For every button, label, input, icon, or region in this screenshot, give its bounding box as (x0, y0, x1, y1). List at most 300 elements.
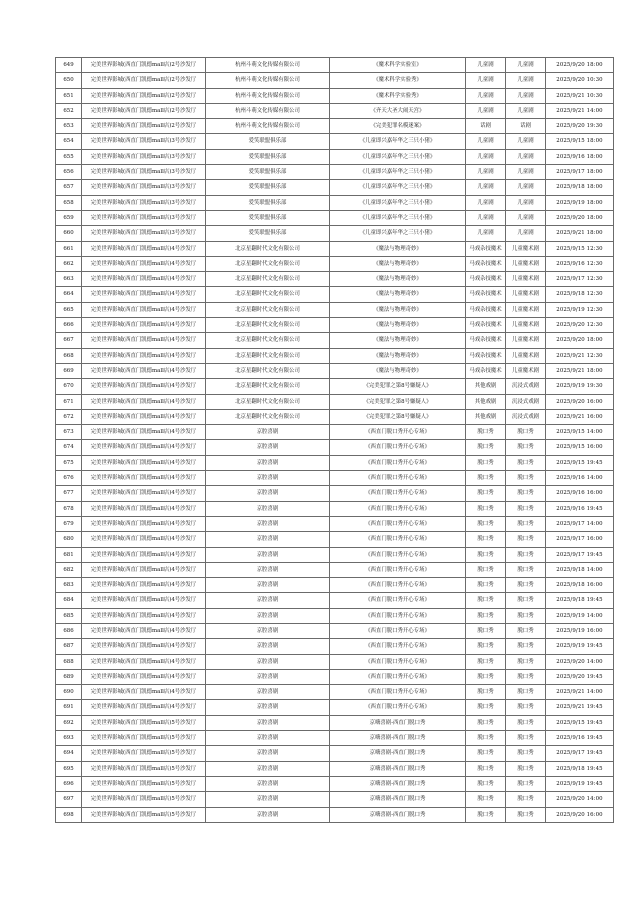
showtime-cell: 2025/9/21 18:00 (546, 363, 614, 378)
table-row (56, 578, 614, 593)
venue-cell: 完美世界影城(西直门凯德mall店)4号沙发厅 (82, 486, 206, 501)
row-number-cell: 653 (56, 119, 82, 134)
venue-cell: 完美世界影城(西直门凯德mall店)3号沙发厅 (82, 180, 206, 195)
showtime-cell: 2025/9/17 19:45 (546, 746, 614, 761)
category-cell: 话剧 (466, 119, 506, 134)
performance-title-cell: 《儿童即兴嘉年华之三只小猪》 (330, 165, 466, 180)
organizer-cell: 京腔喜剧 (206, 440, 330, 455)
showtime-cell: 2025/9/21 14:00 (546, 685, 614, 700)
organizer-cell: 北京星翻时代文化有限公司 (206, 287, 330, 302)
row-number-cell: 682 (56, 562, 82, 577)
venue-cell: 完美世界影城(西直门凯德mall店)3号沙发厅 (82, 165, 206, 180)
category-cell: 脱口秀 (466, 455, 506, 470)
organizer-cell: 杭州斗萌文化传媒有限公司 (206, 58, 330, 73)
subcategory-cell: 沉浸式戏剧 (506, 409, 546, 424)
showtime-cell: 2025/9/18 19:45 (546, 761, 614, 776)
category-cell: 脱口秀 (466, 746, 506, 761)
table-row (56, 379, 614, 394)
showtime-cell: 2025/9/21 14:00 (546, 103, 614, 118)
table-row (56, 134, 614, 149)
venue-cell: 完美世界影城(西直门凯德mall店)4号沙发厅 (82, 654, 206, 669)
showtime-cell: 2025/9/20 14:00 (546, 792, 614, 807)
showtime-cell: 2025/9/18 16:00 (546, 578, 614, 593)
category-cell: 马戏杂技魔术 (466, 272, 506, 287)
category-cell: 儿童剧 (466, 226, 506, 241)
showtime-cell: 2025/9/15 18:00 (546, 134, 614, 149)
subcategory-cell: 儿童剧 (506, 165, 546, 180)
organizer-cell: 京腔喜剧 (206, 639, 330, 654)
performance-title-cell: 《西直门脱口秀开心专场》 (330, 486, 466, 501)
subcategory-cell: 脱口秀 (506, 731, 546, 746)
performance-title-cell: 《西直门脱口秀开心专场》 (330, 471, 466, 486)
table-row (56, 165, 614, 180)
venue-cell: 完美世界影城(西直门凯德mall店)5号沙发厅 (82, 715, 206, 730)
showtime-cell: 2025/9/15 12:30 (546, 241, 614, 256)
subcategory-cell: 脱口秀 (506, 501, 546, 516)
category-cell: 脱口秀 (466, 532, 506, 547)
subcategory-cell: 脱口秀 (506, 425, 546, 440)
row-number-cell: 660 (56, 226, 82, 241)
performance-title-cell: 《西直门脱口秀开心专场》 (330, 562, 466, 577)
category-cell: 儿童剧 (466, 88, 506, 103)
table-row (56, 348, 614, 363)
table-row (56, 318, 614, 333)
category-cell: 脱口秀 (466, 761, 506, 776)
venue-cell: 完美世界影城(西直门凯德mall店)4号沙发厅 (82, 425, 206, 440)
venue-cell: 完美世界影城(西直门凯德mall店)5号沙发厅 (82, 731, 206, 746)
showtime-cell: 2025/9/17 16:00 (546, 532, 614, 547)
performance-title-cell: 《西直门脱口秀开心专场》 (330, 532, 466, 547)
category-cell: 脱口秀 (466, 471, 506, 486)
venue-cell: 完美世界影城(西直门凯德mall店)5号沙发厅 (82, 746, 206, 761)
performance-title-cell: 《西直门脱口秀开心专场》 (330, 654, 466, 669)
row-number-cell: 651 (56, 88, 82, 103)
category-cell: 儿童剧 (466, 210, 506, 225)
performance-title-cell: 《魔法与物理奇妙》 (330, 272, 466, 287)
subcategory-cell: 脱口秀 (506, 761, 546, 776)
performance-title-cell: 《西直门脱口秀开心专场》 (330, 425, 466, 440)
organizer-cell: 京腔喜剧 (206, 746, 330, 761)
table-row (56, 669, 614, 684)
table-row (56, 501, 614, 516)
venue-cell: 完美世界影城(西直门凯德mall店)3号沙发厅 (82, 195, 206, 210)
venue-cell: 完美世界影城(西直门凯德mall店)2号沙发厅 (82, 73, 206, 88)
subcategory-cell: 儿童魔术剧 (506, 333, 546, 348)
subcategory-cell: 儿童剧 (506, 195, 546, 210)
organizer-cell: 爱笑联盟俱乐部 (206, 226, 330, 241)
category-cell: 脱口秀 (466, 593, 506, 608)
showtime-cell: 2025/9/16 19:45 (546, 731, 614, 746)
performance-title-cell: 《儿童即兴嘉年华之三只小猪》 (330, 149, 466, 164)
showtime-cell: 2025/9/16 12:30 (546, 256, 614, 271)
row-number-cell: 652 (56, 103, 82, 118)
subcategory-cell: 儿童剧 (506, 88, 546, 103)
performance-title-cell: 《西直门脱口秀开心专场》 (330, 440, 466, 455)
subcategory-cell: 沉浸式戏剧 (506, 394, 546, 409)
table-row (56, 226, 614, 241)
organizer-cell: 京腔喜剧 (206, 731, 330, 746)
category-cell: 儿童剧 (466, 165, 506, 180)
subcategory-cell: 儿童魔术剧 (506, 363, 546, 378)
venue-cell: 完美世界影城(西直门凯德mall店)4号沙发厅 (82, 608, 206, 623)
table-row (56, 149, 614, 164)
showtime-cell: 2025/9/20 10:30 (546, 73, 614, 88)
subcategory-cell: 脱口秀 (506, 792, 546, 807)
showtime-cell: 2025/9/19 19:45 (546, 776, 614, 791)
venue-cell: 完美世界影城(西直门凯德mall店)2号沙发厅 (82, 88, 206, 103)
subcategory-cell: 脱口秀 (506, 562, 546, 577)
table-row (56, 363, 614, 378)
row-number-cell: 696 (56, 776, 82, 791)
showtime-cell: 2025/9/19 16:00 (546, 623, 614, 638)
organizer-cell: 北京星翻时代文化有限公司 (206, 318, 330, 333)
row-number-cell: 694 (56, 746, 82, 761)
table-row (56, 58, 614, 73)
table-row (56, 547, 614, 562)
table-row (56, 746, 614, 761)
showtime-cell: 2025/9/18 18:00 (546, 180, 614, 195)
category-cell: 脱口秀 (466, 608, 506, 623)
performance-title-cell: 《魔法与物理奇妙》 (330, 363, 466, 378)
category-cell: 脱口秀 (466, 685, 506, 700)
showtime-cell: 2025/9/17 14:00 (546, 516, 614, 531)
table-row (56, 516, 614, 531)
performance-title-cell: 京嗨喜剧-西直门脱口秀 (330, 761, 466, 776)
category-cell: 儿童剧 (466, 180, 506, 195)
table-row (56, 440, 614, 455)
table-row (56, 333, 614, 348)
table-row (56, 103, 614, 118)
organizer-cell: 爱笑联盟俱乐部 (206, 149, 330, 164)
organizer-cell: 北京星翻时代文化有限公司 (206, 363, 330, 378)
showtime-cell: 2025/9/19 19:45 (546, 639, 614, 654)
venue-cell: 完美世界影城(西直门凯德mall店)4号沙发厅 (82, 256, 206, 271)
category-cell: 脱口秀 (466, 562, 506, 577)
venue-cell: 完美世界影城(西直门凯德mall店)4号沙发厅 (82, 532, 206, 547)
subcategory-cell: 脱口秀 (506, 746, 546, 761)
venue-cell: 完美世界影城(西直门凯德mall店)4号沙发厅 (82, 669, 206, 684)
subcategory-cell: 脱口秀 (506, 547, 546, 562)
showtime-cell: 2025/9/21 16:00 (546, 409, 614, 424)
row-number-cell: 665 (56, 302, 82, 317)
table-row (56, 180, 614, 195)
organizer-cell: 杭州斗萌文化传媒有限公司 (206, 73, 330, 88)
row-number-cell: 692 (56, 715, 82, 730)
showtime-cell: 2025/9/20 19:45 (546, 669, 614, 684)
category-cell: 儿童剧 (466, 195, 506, 210)
venue-cell: 完美世界影城(西直门凯德mall店)4号沙发厅 (82, 623, 206, 638)
row-number-cell: 669 (56, 363, 82, 378)
organizer-cell: 京腔喜剧 (206, 792, 330, 807)
performance-title-cell: 《西直门脱口秀开心专场》 (330, 455, 466, 470)
table-row (56, 210, 614, 225)
organizer-cell: 爱笑联盟俱乐部 (206, 134, 330, 149)
showtime-cell: 2025/9/20 18:00 (546, 333, 614, 348)
organizer-cell: 杭州斗萌文化传媒有限公司 (206, 88, 330, 103)
venue-cell: 完美世界影城(西直门凯德mall店)4号沙发厅 (82, 440, 206, 455)
row-number-cell: 684 (56, 593, 82, 608)
venue-cell: 完美世界影城(西直门凯德mall店)5号沙发厅 (82, 792, 206, 807)
venue-cell: 完美世界影城(西直门凯德mall店)4号沙发厅 (82, 272, 206, 287)
row-number-cell: 691 (56, 700, 82, 715)
table-row (56, 195, 614, 210)
organizer-cell: 杭州斗萌文化传媒有限公司 (206, 119, 330, 134)
row-number-cell: 697 (56, 792, 82, 807)
organizer-cell: 京腔喜剧 (206, 761, 330, 776)
performance-title-cell: 《魔法与物理奇妙》 (330, 348, 466, 363)
showtime-cell: 2025/9/17 12:30 (546, 272, 614, 287)
venue-cell: 完美世界影城(西直门凯德mall店)4号沙发厅 (82, 348, 206, 363)
subcategory-cell: 儿童剧 (506, 226, 546, 241)
row-number-cell: 654 (56, 134, 82, 149)
organizer-cell: 京腔喜剧 (206, 578, 330, 593)
table-row (56, 608, 614, 623)
performance-title-cell: 《魔法与物理奇妙》 (330, 241, 466, 256)
table-row (56, 623, 614, 638)
table-row (56, 302, 614, 317)
showtime-cell: 2025/9/20 16:00 (546, 394, 614, 409)
category-cell: 脱口秀 (466, 623, 506, 638)
venue-cell: 完美世界影城(西直门凯德mall店)2号沙发厅 (82, 58, 206, 73)
subcategory-cell: 儿童剧 (506, 134, 546, 149)
category-cell: 脱口秀 (466, 669, 506, 684)
venue-cell: 完美世界影城(西直门凯德mall店)5号沙发厅 (82, 761, 206, 776)
category-cell: 脱口秀 (466, 486, 506, 501)
row-number-cell: 677 (56, 486, 82, 501)
performance-title-cell: 京嗨喜剧-西直门脱口秀 (330, 776, 466, 791)
organizer-cell: 爱笑联盟俱乐部 (206, 165, 330, 180)
showtime-cell: 2025/9/20 12:30 (546, 318, 614, 333)
organizer-cell: 京腔喜剧 (206, 807, 330, 822)
table-row (56, 241, 614, 256)
venue-cell: 完美世界影城(西直门凯德mall店)4号沙发厅 (82, 700, 206, 715)
showtime-cell: 2025/9/20 14:00 (546, 654, 614, 669)
category-cell: 脱口秀 (466, 792, 506, 807)
organizer-cell: 京腔喜剧 (206, 516, 330, 531)
showtime-cell: 2025/9/20 18:00 (546, 58, 614, 73)
row-number-cell: 656 (56, 165, 82, 180)
organizer-cell: 北京星翻时代文化有限公司 (206, 409, 330, 424)
performance-title-cell: 《儿童即兴嘉年华之三只小猪》 (330, 195, 466, 210)
table-row (56, 807, 614, 822)
subcategory-cell: 脱口秀 (506, 593, 546, 608)
organizer-cell: 京腔喜剧 (206, 700, 330, 715)
subcategory-cell: 脱口秀 (506, 669, 546, 684)
row-number-cell: 663 (56, 272, 82, 287)
category-cell: 脱口秀 (466, 715, 506, 730)
table-row (56, 455, 614, 470)
organizer-cell: 京腔喜剧 (206, 562, 330, 577)
venue-cell: 完美世界影城(西直门凯德mall店)4号沙发厅 (82, 501, 206, 516)
subcategory-cell: 儿童魔术剧 (506, 302, 546, 317)
performance-title-cell: 京嗨喜剧-西直门脱口秀 (330, 792, 466, 807)
row-number-cell: 680 (56, 532, 82, 547)
subcategory-cell: 儿童魔术剧 (506, 287, 546, 302)
category-cell: 脱口秀 (466, 731, 506, 746)
category-cell: 儿童剧 (466, 103, 506, 118)
organizer-cell: 杭州斗萌文化传媒有限公司 (206, 103, 330, 118)
row-number-cell: 670 (56, 379, 82, 394)
table-row (56, 272, 614, 287)
performance-title-cell: 《完美犯罪名模迷案》 (330, 119, 466, 134)
venue-cell: 完美世界影城(西直门凯德mall店)4号沙发厅 (82, 547, 206, 562)
subcategory-cell: 脱口秀 (506, 776, 546, 791)
subcategory-cell: 脱口秀 (506, 608, 546, 623)
performance-title-cell: 《儿童即兴嘉年华之三只小猪》 (330, 134, 466, 149)
organizer-cell: 北京星翻时代文化有限公司 (206, 272, 330, 287)
table-row (56, 761, 614, 776)
subcategory-cell: 脱口秀 (506, 578, 546, 593)
performance-title-cell: 《魔术科学实验室》 (330, 58, 466, 73)
organizer-cell: 京腔喜剧 (206, 547, 330, 562)
organizer-cell: 京腔喜剧 (206, 776, 330, 791)
subcategory-cell: 脱口秀 (506, 486, 546, 501)
showtime-cell: 2025/9/15 14:00 (546, 425, 614, 440)
performance-title-cell: 《西直门脱口秀开心专场》 (330, 669, 466, 684)
row-number-cell: 693 (56, 731, 82, 746)
performance-title-cell: 《完美犯罪之第8号嫌疑人》 (330, 409, 466, 424)
venue-cell: 完美世界影城(西直门凯德mall店)5号沙发厅 (82, 807, 206, 822)
subcategory-cell: 脱口秀 (506, 654, 546, 669)
row-number-cell: 676 (56, 471, 82, 486)
performance-title-cell: 《西直门脱口秀开心专场》 (330, 593, 466, 608)
showtime-cell: 2025/9/20 18:00 (546, 210, 614, 225)
venue-cell: 完美世界影城(西直门凯德mall店)4号沙发厅 (82, 241, 206, 256)
venue-cell: 完美世界影城(西直门凯德mall店)4号沙发厅 (82, 593, 206, 608)
row-number-cell: 662 (56, 256, 82, 271)
performance-title-cell: 京嗨喜剧-西直门脱口秀 (330, 807, 466, 822)
showtime-cell: 2025/9/16 14:00 (546, 471, 614, 486)
venue-cell: 完美世界影城(西直门凯德mall店)4号沙发厅 (82, 318, 206, 333)
showtime-cell: 2025/9/17 18:00 (546, 165, 614, 180)
performance-title-cell: 《完美犯罪之第8号嫌疑人》 (330, 394, 466, 409)
organizer-cell: 爱笑联盟俱乐部 (206, 195, 330, 210)
subcategory-cell: 儿童剧 (506, 58, 546, 73)
performance-title-cell: 《西直门脱口秀开心专场》 (330, 501, 466, 516)
subcategory-cell: 儿童剧 (506, 180, 546, 195)
row-number-cell: 657 (56, 180, 82, 195)
table-row (56, 425, 614, 440)
row-number-cell: 698 (56, 807, 82, 822)
category-cell: 马戏杂技魔术 (466, 363, 506, 378)
performance-title-cell: 《齐天大圣大闹天宫》 (330, 103, 466, 118)
performance-title-cell: 京嗨喜剧-西直门脱口秀 (330, 746, 466, 761)
category-cell: 脱口秀 (466, 807, 506, 822)
showtime-cell: 2025/9/16 16:00 (546, 486, 614, 501)
table-row (56, 685, 614, 700)
showtime-cell: 2025/9/15 16:00 (546, 440, 614, 455)
performance-title-cell: 《魔法与物理奇妙》 (330, 256, 466, 271)
row-number-cell: 668 (56, 348, 82, 363)
row-number-cell: 649 (56, 58, 82, 73)
organizer-cell: 北京星翻时代文化有限公司 (206, 241, 330, 256)
subcategory-cell: 儿童魔术剧 (506, 272, 546, 287)
venue-cell: 完美世界影城(西直门凯德mall店)4号沙发厅 (82, 516, 206, 531)
row-number-cell: 688 (56, 654, 82, 669)
venue-cell: 完美世界影城(西直门凯德mall店)4号沙发厅 (82, 685, 206, 700)
subcategory-cell: 儿童剧 (506, 103, 546, 118)
table-row (56, 119, 614, 134)
subcategory-cell: 脱口秀 (506, 532, 546, 547)
venue-cell: 完美世界影城(西直门凯德mall店)4号沙发厅 (82, 302, 206, 317)
subcategory-cell: 儿童剧 (506, 210, 546, 225)
table-row (56, 792, 614, 807)
performance-title-cell: 《完美犯罪之第8号嫌疑人》 (330, 379, 466, 394)
category-cell: 脱口秀 (466, 547, 506, 562)
row-number-cell: 674 (56, 440, 82, 455)
organizer-cell: 京腔喜剧 (206, 455, 330, 470)
venue-cell: 完美世界影城(西直门凯德mall店)4号沙发厅 (82, 333, 206, 348)
showtime-cell: 2025/9/18 12:30 (546, 287, 614, 302)
row-number-cell: 686 (56, 623, 82, 638)
row-number-cell: 661 (56, 241, 82, 256)
venue-cell: 完美世界影城(西直门凯德mall店)4号沙发厅 (82, 639, 206, 654)
venue-cell: 完美世界影城(西直门凯德mall店)4号沙发厅 (82, 562, 206, 577)
performance-table (55, 57, 614, 823)
row-number-cell: 675 (56, 455, 82, 470)
showtime-cell: 2025/9/19 12:30 (546, 302, 614, 317)
performance-title-cell: 《西直门脱口秀开心专场》 (330, 608, 466, 623)
row-number-cell: 685 (56, 608, 82, 623)
subcategory-cell: 儿童魔术剧 (506, 318, 546, 333)
venue-cell: 完美世界影城(西直门凯德mall店)3号沙发厅 (82, 134, 206, 149)
subcategory-cell: 脱口秀 (506, 639, 546, 654)
category-cell: 脱口秀 (466, 501, 506, 516)
row-number-cell: 655 (56, 149, 82, 164)
performance-title-cell: 《西直门脱口秀开心专场》 (330, 547, 466, 562)
row-number-cell: 678 (56, 501, 82, 516)
subcategory-cell: 脱口秀 (506, 471, 546, 486)
performance-title-cell: 《魔法与物理奇妙》 (330, 302, 466, 317)
showtime-cell: 2025/9/21 12:30 (546, 348, 614, 363)
venue-cell: 完美世界影城(西直门凯德mall店)5号沙发厅 (82, 776, 206, 791)
venue-cell: 完美世界影城(西直门凯德mall店)4号沙发厅 (82, 394, 206, 409)
category-cell: 马戏杂技魔术 (466, 333, 506, 348)
category-cell: 脱口秀 (466, 654, 506, 669)
subcategory-cell: 脱口秀 (506, 700, 546, 715)
row-number-cell: 659 (56, 210, 82, 225)
subcategory-cell: 沉浸式戏剧 (506, 379, 546, 394)
venue-cell: 完美世界影城(西直门凯德mall店)4号沙发厅 (82, 455, 206, 470)
organizer-cell: 北京星翻时代文化有限公司 (206, 333, 330, 348)
category-cell: 脱口秀 (466, 700, 506, 715)
venue-cell: 完美世界影城(西直门凯德mall店)3号沙发厅 (82, 226, 206, 241)
category-cell: 其他戏剧 (466, 394, 506, 409)
table-row (56, 562, 614, 577)
category-cell: 儿童剧 (466, 73, 506, 88)
showtime-cell: 2025/9/18 19:45 (546, 593, 614, 608)
organizer-cell: 京腔喜剧 (206, 501, 330, 516)
subcategory-cell: 脱口秀 (506, 623, 546, 638)
subcategory-cell: 儿童剧 (506, 73, 546, 88)
venue-cell: 完美世界影城(西直门凯德mall店)2号沙发厅 (82, 119, 206, 134)
category-cell: 其他戏剧 (466, 409, 506, 424)
venue-cell: 完美世界影城(西直门凯德mall店)2号沙发厅 (82, 103, 206, 118)
showtime-cell: 2025/9/16 19:45 (546, 501, 614, 516)
table-row (56, 593, 614, 608)
showtime-cell: 2025/9/20 19:30 (546, 119, 614, 134)
organizer-cell: 北京星翻时代文化有限公司 (206, 256, 330, 271)
subcategory-cell: 儿童剧 (506, 149, 546, 164)
subcategory-cell: 脱口秀 (506, 685, 546, 700)
showtime-cell: 2025/9/21 18:00 (546, 226, 614, 241)
performance-title-cell: 《魔法与物理奇妙》 (330, 287, 466, 302)
subcategory-cell: 儿童魔术剧 (506, 348, 546, 363)
organizer-cell: 京腔喜剧 (206, 623, 330, 638)
organizer-cell: 北京星翻时代文化有限公司 (206, 379, 330, 394)
row-number-cell: 671 (56, 394, 82, 409)
category-cell: 儿童剧 (466, 149, 506, 164)
